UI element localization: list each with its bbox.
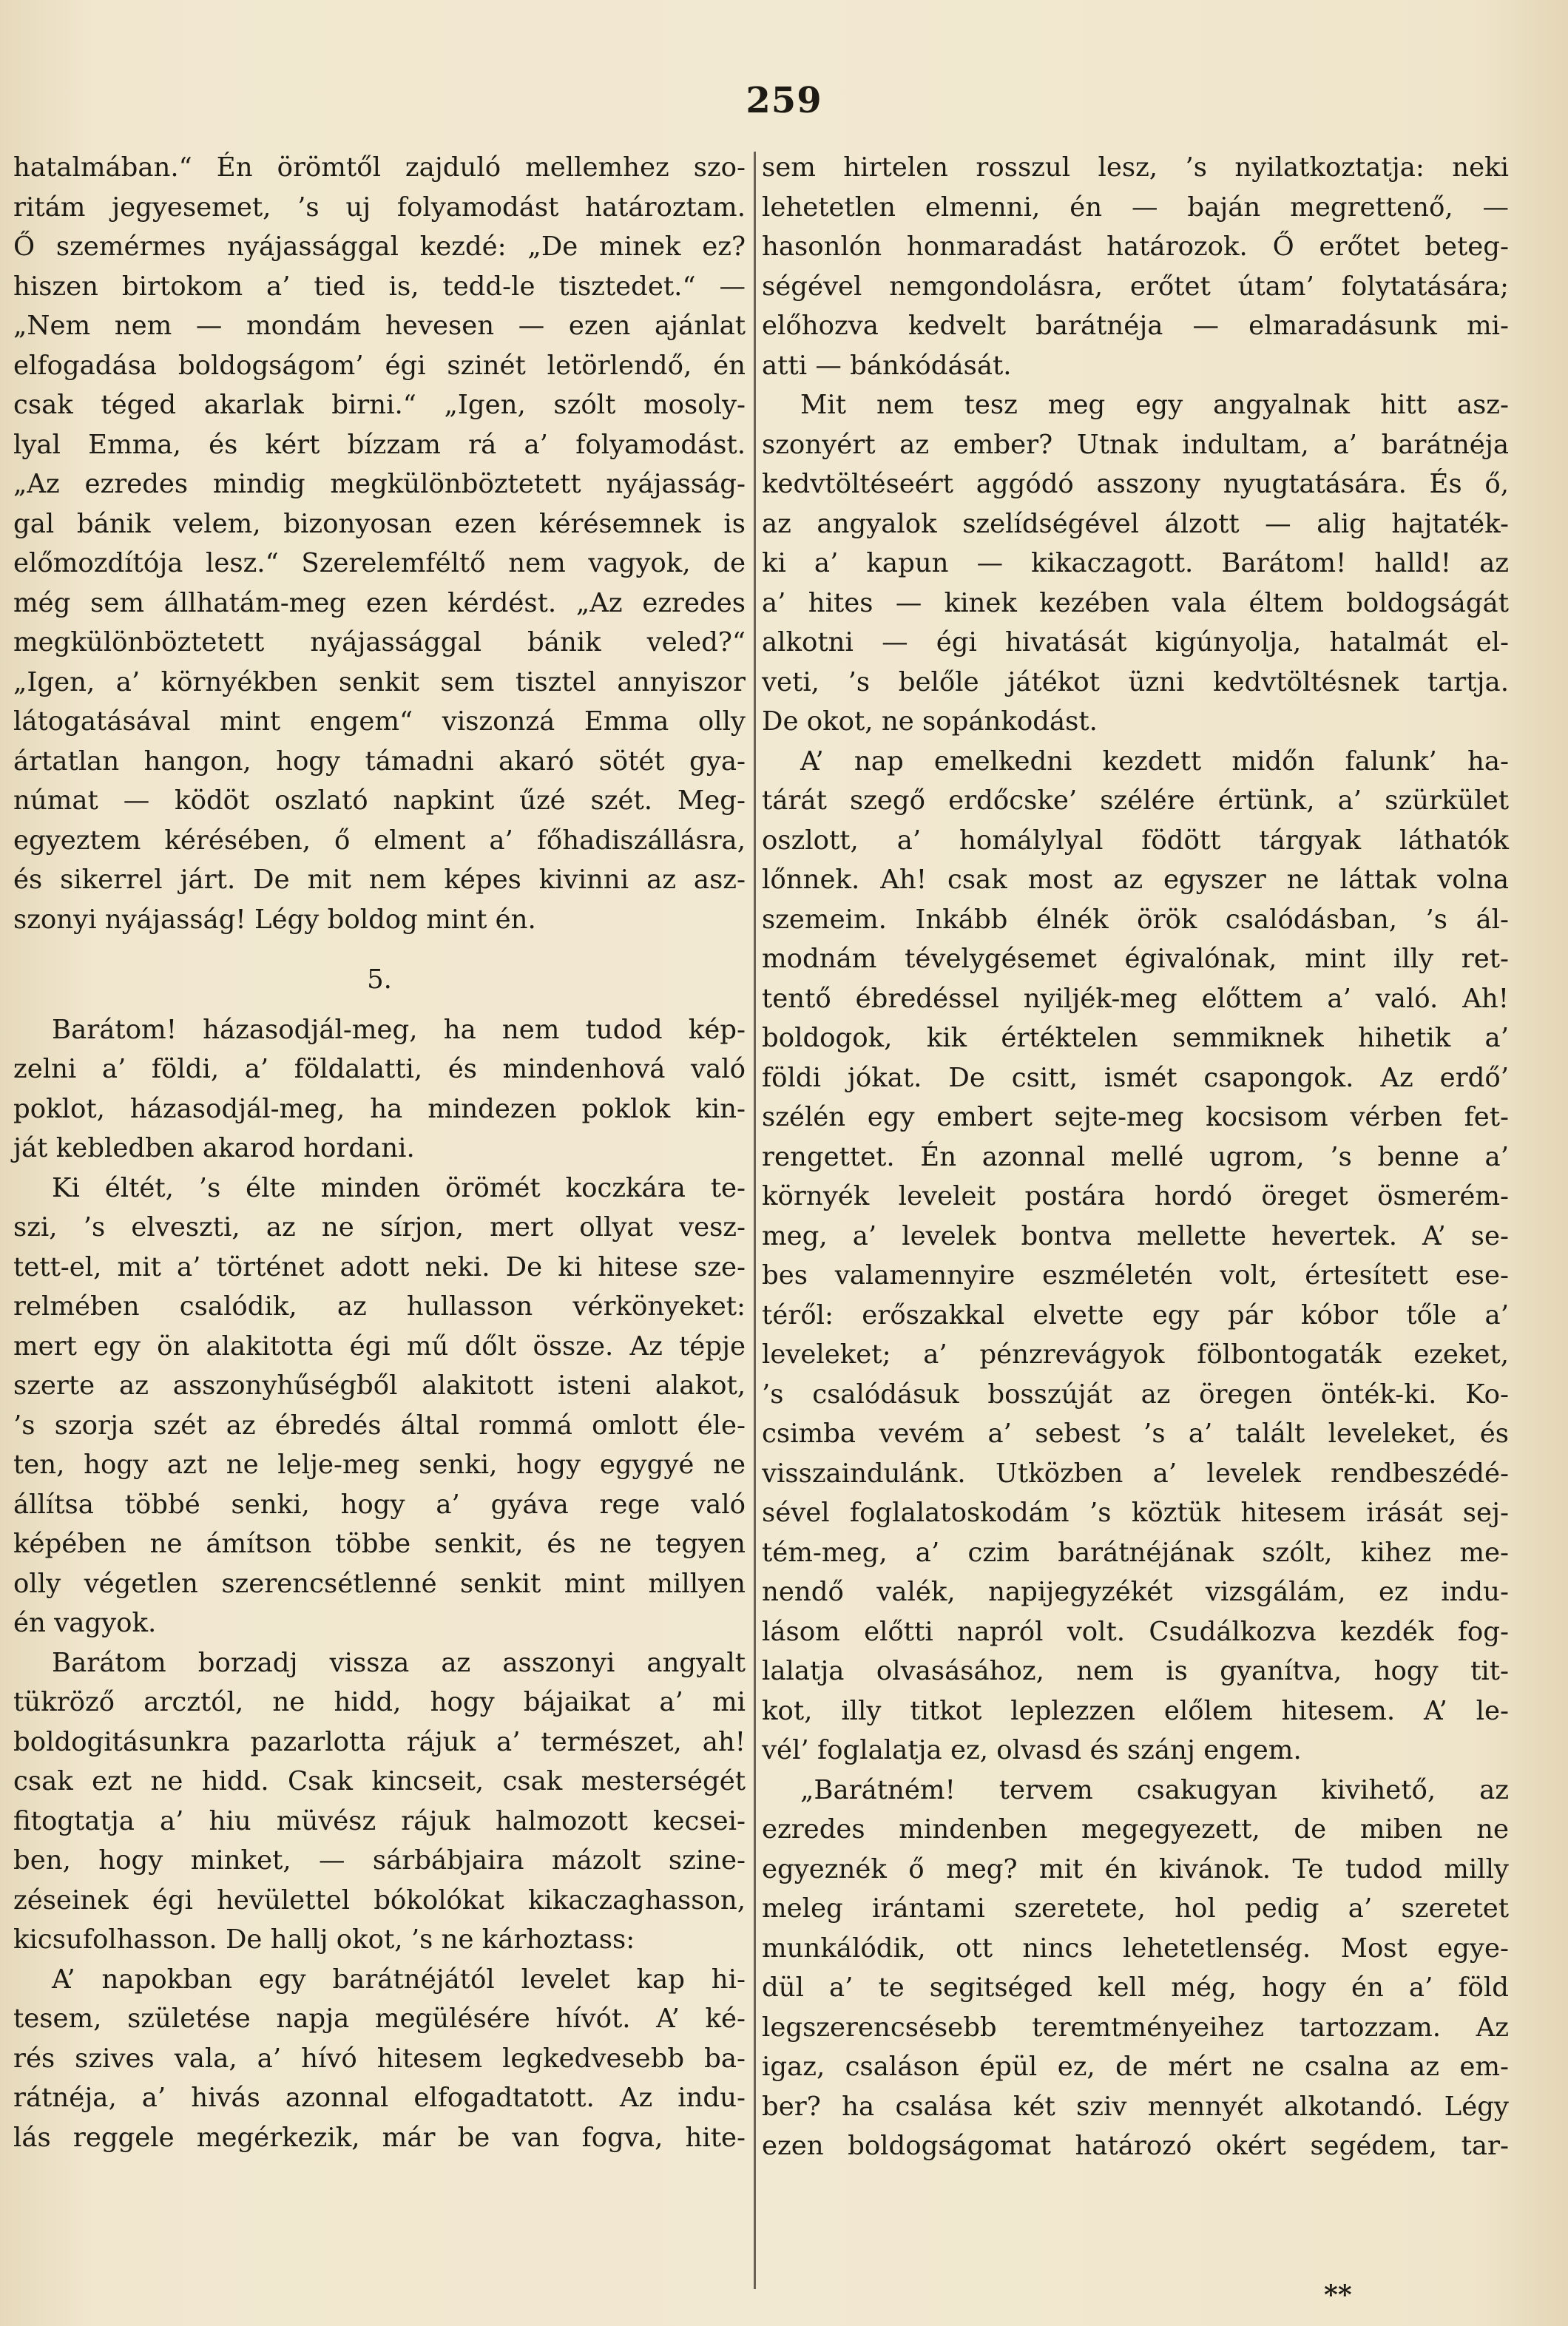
text-line: lalatja olvasásához, nem is gyanítva, hogy tit- — [762, 1656, 1509, 1686]
text-line: „Barátném! tervem csakugyan kivihető, az — [800, 1774, 1509, 1805]
text-line: tentő ébredéssel nyiljék-meg előttem a’ való. Ah! — [762, 983, 1509, 1014]
text-line: boldogitásunkra pazarlotta rájuk a’ természet, ah! — [13, 1726, 746, 1757]
text-line: rés szives vala, a’ hívó hitesem legkedvesebb ba- — [13, 2043, 746, 2074]
text-line: ritám jegyesemet, ’s uj folyamodást határoztam. — [13, 192, 746, 223]
signature-mark: ** — [1324, 2279, 1352, 2310]
left-paragraph-2 — [13, 1010, 746, 1169]
text-line: tükröző arcztól, ne hidd, hogy bájaikat a’ mi — [13, 1687, 746, 1717]
text-line: zéseinek égi hevülettel bókolókat kikaczaghasson, — [13, 1884, 746, 1916]
text-line: kedvtöltéseért aggódó asszony nyugtatására. És ő, — [762, 469, 1509, 499]
text-line: szemeim. Inkább élnék örök csalódásban, ’s ál- — [762, 904, 1509, 935]
text-line: rengettet. Én azonnal mellé ugrom, ’s benne a’ — [762, 1141, 1509, 1172]
text-line: látogatásával mint engem“ viszonzá Emma olly — [13, 706, 746, 737]
text-line: lőnnek. Ah! csak most az egyszer ne láttak volna — [762, 865, 1509, 895]
text-line: szonyi nyájasság! Légy boldog mint én. — [13, 904, 536, 935]
text-line: én vagyok. — [13, 1608, 157, 1638]
text-line: elfogadása boldogságom’ égi szinét letörlendő, én — [13, 350, 746, 381]
text-line: poklot, házasodjál-meg, ha mindezen poklok kin- — [13, 1093, 746, 1124]
text-line: Barátom! házasodjál-meg, ha nem tudod kép- — [52, 1014, 746, 1045]
text-line: lásom előtti napról volt. Csudálkozva kezdék fog- — [762, 1616, 1509, 1647]
text-line: meleg irántami szeretete, hol pedig a’ szeretet — [762, 1893, 1509, 1924]
text-line: olly végetlen szerencsétlenné senkit mint millyen — [13, 1568, 746, 1599]
text-line: lyal Emma, és kért bízzam rá a’ folyamodást. — [13, 429, 746, 460]
text-line: egyeztem kérésében, ő elment a’ főhadiszállásra, — [13, 825, 746, 856]
text-line: munkálódik, ott nincs lehetetlenség. Most egye- — [762, 1933, 1509, 1964]
text-line: boldogok, kik értéktelen semmiknek hihetik a’ — [762, 1023, 1509, 1053]
text-line: leveleket; a’ pénzrevágyok fölbontogaták ezeket, — [762, 1339, 1509, 1370]
left-paragraph-5 — [13, 1960, 746, 2158]
text-line: még sem állhatám-meg ezen kérdést. „Az ezredes — [13, 587, 746, 618]
text-line: gal bánik velem, bizonyosan ezen kérésemnek is — [13, 508, 746, 539]
left-column — [13, 148, 746, 2157]
text-line: „Az ezredes mindig megkülönböztetett nyájasság- — [13, 469, 746, 499]
text-line: kot, illy titkot leplezzen előlem hitesem. A’ le- — [762, 1695, 1509, 1726]
text-line: az angyalok szelídségével álzott — alig hajtaték- — [762, 508, 1509, 539]
text-line: tárát szegő erdőcske’ szélére értünk, a’ szürkület — [762, 785, 1509, 816]
text-line: meg, a’ levelek bontva mellette hevertek. A’ se- — [762, 1220, 1509, 1251]
text-line: csak téged akarlak birni.“ „Igen, szólt mosoly- — [13, 390, 746, 420]
text-line: sem hirtelen rosszul lesz, ’s nyilatkoztatja: neki — [762, 152, 1509, 183]
text-line: csak ezt ne hidd. Csak kincseit, csak mesterségét — [13, 1766, 746, 1796]
text-line: alkotni — égi hivatását kigúnyolja, hatalmát el- — [762, 627, 1509, 657]
text-line: „Nem nem — mondám hevesen — ezen ajánlat — [13, 311, 746, 341]
text-line: dül a’ te segitséged kell még, hogy én a’ föld — [762, 1972, 1509, 2003]
text-line: hatalmában.“ Én örömtől zajduló mellemhez szo- — [13, 152, 746, 183]
text-line: igaz, csaláson épül ez, de mért ne csalna az em- — [762, 2052, 1509, 2082]
text-line: ártatlan hangon, hogy támadni akaró sötét gya- — [13, 746, 746, 777]
text-line: előhozva kedvelt barátnéja — elmaradásunk mi- — [762, 311, 1509, 341]
text-line: A’ nap emelkedni kezdett midőn falunk’ ha- — [800, 746, 1509, 777]
text-line: oszlott, a’ homálylyal födött tárgyak láthatók — [762, 825, 1509, 856]
text-line: Ő szemérmes nyájassággal kezdé: „De minek ez? — [13, 231, 746, 262]
right-paragraph-2 — [762, 385, 1509, 742]
right-column — [762, 148, 1509, 2166]
text-line: lehetetlen elmenni, én — baján megrettenő, — — [762, 192, 1509, 223]
text-line: hasonlón honmaradást határozok. Ő erőtet beteg- — [762, 231, 1509, 262]
page-number: 259 — [746, 80, 822, 121]
text-line: relmében csalódik, az hullasson vérkönyeket: — [13, 1291, 746, 1322]
text-line: númat — ködöt oszlató napkint űzé szét. Meg- — [13, 785, 746, 816]
text-line: ber? ha csalása két sziv mennyét alkotandó. Légy — [762, 2091, 1509, 2122]
text-line: modnám tévelygésemet égivalónak, mint illy ret- — [762, 944, 1509, 974]
text-line: visszaindulánk. Utközben a’ levelek rendbeszédé- — [762, 1458, 1509, 1489]
text-line: mert egy ön alakitotta égi mű dőlt össze. Az tépje — [13, 1331, 746, 1362]
text-line: szonyért az ember? Utnak indultam, a’ barátnéja — [762, 429, 1509, 460]
text-line: ’s szorja szét az ébredés által rommá omlott éle- — [13, 1410, 746, 1441]
text-line: megkülönböztetett nyájassággal bánik veled?“ — [13, 627, 746, 657]
text-line: egyeznék ő meg? mit én kivánok. Te tudod milly — [762, 1853, 1509, 1884]
text-line: a’ hites — kinek kezében vala éltem boldogságát — [762, 587, 1509, 618]
text-line: fitogtatja a’ hiu müvész rájuk halmozott kecsei- — [13, 1805, 746, 1836]
text-line: ezen boldogságomat határozó okért segédem, tar- — [762, 2131, 1509, 2161]
text-line: hiszen birtokom a’ tied is, tedd-le tisztedet.“ — — [13, 271, 746, 302]
text-line: zelni a’ földi, a’ földalatti, és mindenhová való — [13, 1054, 746, 1084]
text-line: Mit nem tesz meg egy angyalnak hitt asz- — [800, 390, 1509, 420]
text-line: legszerencsésebb teremtményeihez tartozzam. Az — [762, 2012, 1509, 2043]
text-line: ben, hogy minket, — sárbábjaira mázolt szine- — [13, 1845, 746, 1876]
text-line: vél’ foglalatja ez, olvasd és szánj engem. — [762, 1735, 1302, 1765]
text-line: A’ napokban egy barátnéjától levelet kap hi- — [52, 1964, 746, 1995]
left-paragraph-4 — [13, 1643, 746, 1960]
left-paragraph-3 — [13, 1169, 746, 1643]
text-line: atti — bánkódását. — [762, 350, 1012, 381]
text-line: kicsufolhasson. De hallj okot, ’s ne kárhoztass: — [13, 1924, 635, 1955]
text-line: De okot, ne sopánkodást. — [762, 706, 1098, 737]
text-line: bes valamennyire eszméletén volt, értesített ese- — [762, 1260, 1509, 1291]
text-line: ségével nemgondolásra, erőtet útam’ folytatására; — [762, 271, 1509, 302]
right-paragraph-4 — [762, 1771, 1509, 2166]
text-line: nendő valék, napijegyzékét vizsgálám, ez indu- — [762, 1577, 1509, 1607]
text-line: Ki éltét, ’s élte minden örömét koczkára te- — [52, 1172, 746, 1203]
text-line: környék leveleit postára hordó öreget ösmerém- — [762, 1181, 1509, 1211]
text-line: és sikerrel járt. De mit nem képes kivinni az asz- — [13, 865, 746, 895]
text-line: ezredes mindenben megegyezett, de miben ne — [762, 1814, 1509, 1845]
text-line: sével foglalatoskodám ’s köztük hitesem irását sej- — [762, 1498, 1509, 1528]
text-line: földi jókat. De csitt, ismét csapongok. Az erdő’ — [762, 1062, 1509, 1093]
text-line: ját kebledben akarod hordani. — [13, 1133, 415, 1163]
text-line: képében ne ámítson többe senkit, és ne tegyen — [13, 1529, 746, 1559]
column-divider — [754, 152, 756, 2289]
text-line: „Igen, a’ környékben senkit sem tisztel annyiszor — [13, 666, 746, 697]
text-line: téről: erőszakkal elvette egy pár kóbor tőle a’ — [762, 1299, 1509, 1331]
left-paragraph-1 — [13, 148, 746, 939]
text-line: csimba vevém a’ sebest ’s a’ talált leveleket, és — [762, 1419, 1509, 1449]
text-line: ’s csalódásuk bosszúját az öregen önték-ki. Ko- — [762, 1379, 1509, 1410]
text-line: állítsa többé senki, hogy a’ gyáva rege való — [13, 1489, 746, 1520]
text-line: tesem, születése napja megülésére hívót. A’ ké- — [13, 2004, 746, 2034]
text-line: tett-el, mit a’ történet adott neki. De ki hitese sze- — [13, 1251, 746, 1282]
text-line: Barátom borzadj vissza az asszonyi angyalt — [52, 1647, 746, 1678]
text-line: előmozdítója lesz.“ Szerelemféltő nem vagyok, de — [13, 548, 746, 578]
text-line: rátnéja, a’ hivás azonnal elfogadtatott. Az indu- — [13, 2083, 746, 2113]
text-line: szi, ’s elveszti, az ne sírjon, mert ollyat vesz- — [13, 1212, 746, 1243]
right-paragraph-3 — [762, 742, 1509, 1771]
text-line: lás reggele megérkezik, már be van fogva, hite- — [13, 2122, 746, 2153]
text-line: szélén egy embert sejte-meg kocsisom vérben fet- — [762, 1102, 1509, 1132]
text-line: veti, ’s belőle játékot üzni kedvtöltésnek tartja. — [762, 666, 1509, 697]
right-paragraph-1 — [762, 148, 1509, 385]
section-heading: 5. — [367, 964, 392, 995]
text-line: tém-meg, a’ czim barátnéjának szólt, kihez me- — [762, 1537, 1509, 1568]
text-line: ki a’ kapun — kikaczagott. Barátom! halld! az — [762, 548, 1509, 578]
text-line: szerte az asszonyhűségből alakitott isteni alakot, — [13, 1370, 746, 1401]
text-line: ten, hogy azt ne lelje-meg senki, hogy egygyé ne — [13, 1450, 746, 1480]
